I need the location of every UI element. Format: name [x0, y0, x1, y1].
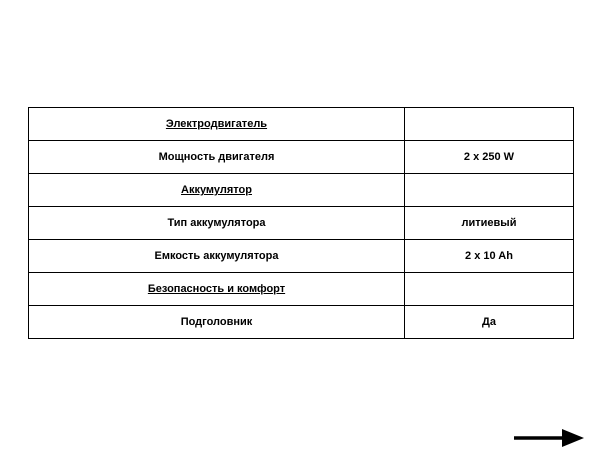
table-row	[29, 306, 574, 339]
row-label: Мощность двигателя	[29, 141, 405, 174]
row-label: Подголовник	[29, 306, 405, 339]
table-row	[29, 240, 574, 273]
table-row	[29, 141, 574, 174]
arrow-right-icon	[514, 426, 586, 450]
next-slide-button[interactable]	[514, 426, 586, 450]
row-value: Да	[405, 306, 574, 339]
row-label	[29, 108, 405, 141]
table-row	[29, 174, 574, 207]
spec-table	[28, 107, 574, 339]
row-label	[29, 273, 405, 306]
row-label	[29, 174, 405, 207]
row-value	[405, 174, 574, 207]
section-title-battery: Аккумулятор	[181, 184, 252, 196]
table-row	[29, 207, 574, 240]
row-label: Тип аккумулятора	[29, 207, 405, 240]
row-value: 2 x 10 Ah	[405, 240, 574, 273]
table-row	[29, 108, 574, 141]
section-title-motor: Электродвигатель	[165, 118, 268, 130]
section-title-safety: Безопасность и комфорт	[147, 283, 286, 295]
row-value	[405, 108, 574, 141]
row-value	[405, 273, 574, 306]
row-value: 2 x 250 W	[405, 141, 574, 174]
row-label: Емкость аккумулятора	[29, 240, 405, 273]
table-row	[29, 273, 574, 306]
row-value: литиевый	[405, 207, 574, 240]
